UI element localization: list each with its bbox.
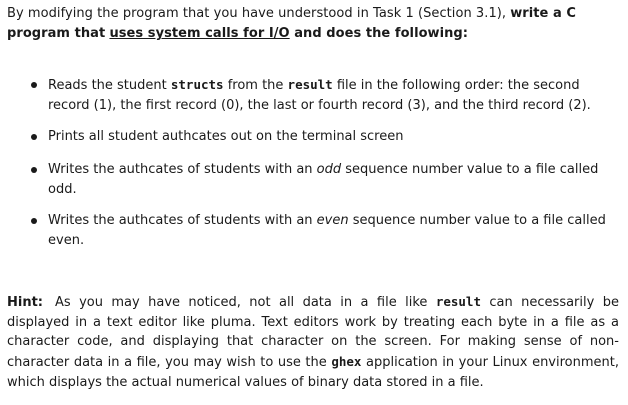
bullet-text: Reads the student [48,78,171,93]
task-document [7,4,619,390]
hint-label: Hint: [7,295,44,310]
emph-odd: odd [316,162,342,177]
hint-paragraph [7,292,619,393]
code-result: result [287,77,333,92]
bullet-text: Writes the authcates of students with an [48,162,317,177]
bullet-text: Prints all student authcates out on the terminal screen [48,129,404,144]
filename-even: even [48,232,80,248]
code-structs: structs [170,77,224,92]
hint-text: application in your Linux environment, which displays the actual numerical values of binary data stored in a file. [7,355,619,390]
list-item [28,160,619,199]
bullet-icon [31,218,37,224]
intro-text-1: By modifying the program that you have understood in Task 1 (Section 3.1), [7,6,511,21]
list-item [28,127,619,147]
bullet-text: sequence number value to a file called [348,213,606,228]
list-item [28,211,619,250]
bullet-text: sequence number value to a file called [341,162,599,177]
bullet-text: file in the following order: the second record (1), the first record (0), the last or fourth record (3), and the third record (2). [48,78,591,113]
intro-underlined-phrase: uses system calls for I/O [109,26,290,41]
emph-even: even [316,213,349,228]
bullet-text: Writes the authcates of students with an [48,213,317,228]
filename-odd: odd [48,181,73,197]
bullet-text: . [72,181,77,197]
bullet-icon [31,134,37,140]
bullet-icon [31,82,37,88]
bullet-text: . [79,232,85,248]
bullet-icon [31,167,37,173]
list-item [28,75,619,115]
hint-text: As you may have noticed, not all data in a file like [55,295,436,310]
hint-text: can necessarily be displayed in a text editor like pluma. Text editors work by treating each byte in a file as a character code, and displaying that character on the screen. For making sense of non-character data in a file, you may wish to use the [7,295,619,371]
intro-paragraph [7,4,619,44]
intro-bold-phrase: write a C program that [7,6,576,41]
intro-text-2: and does the following: [289,26,469,41]
code-result: result [435,294,481,309]
code-ghex: ghex [331,354,362,370]
bullet-text: from the [223,78,288,93]
